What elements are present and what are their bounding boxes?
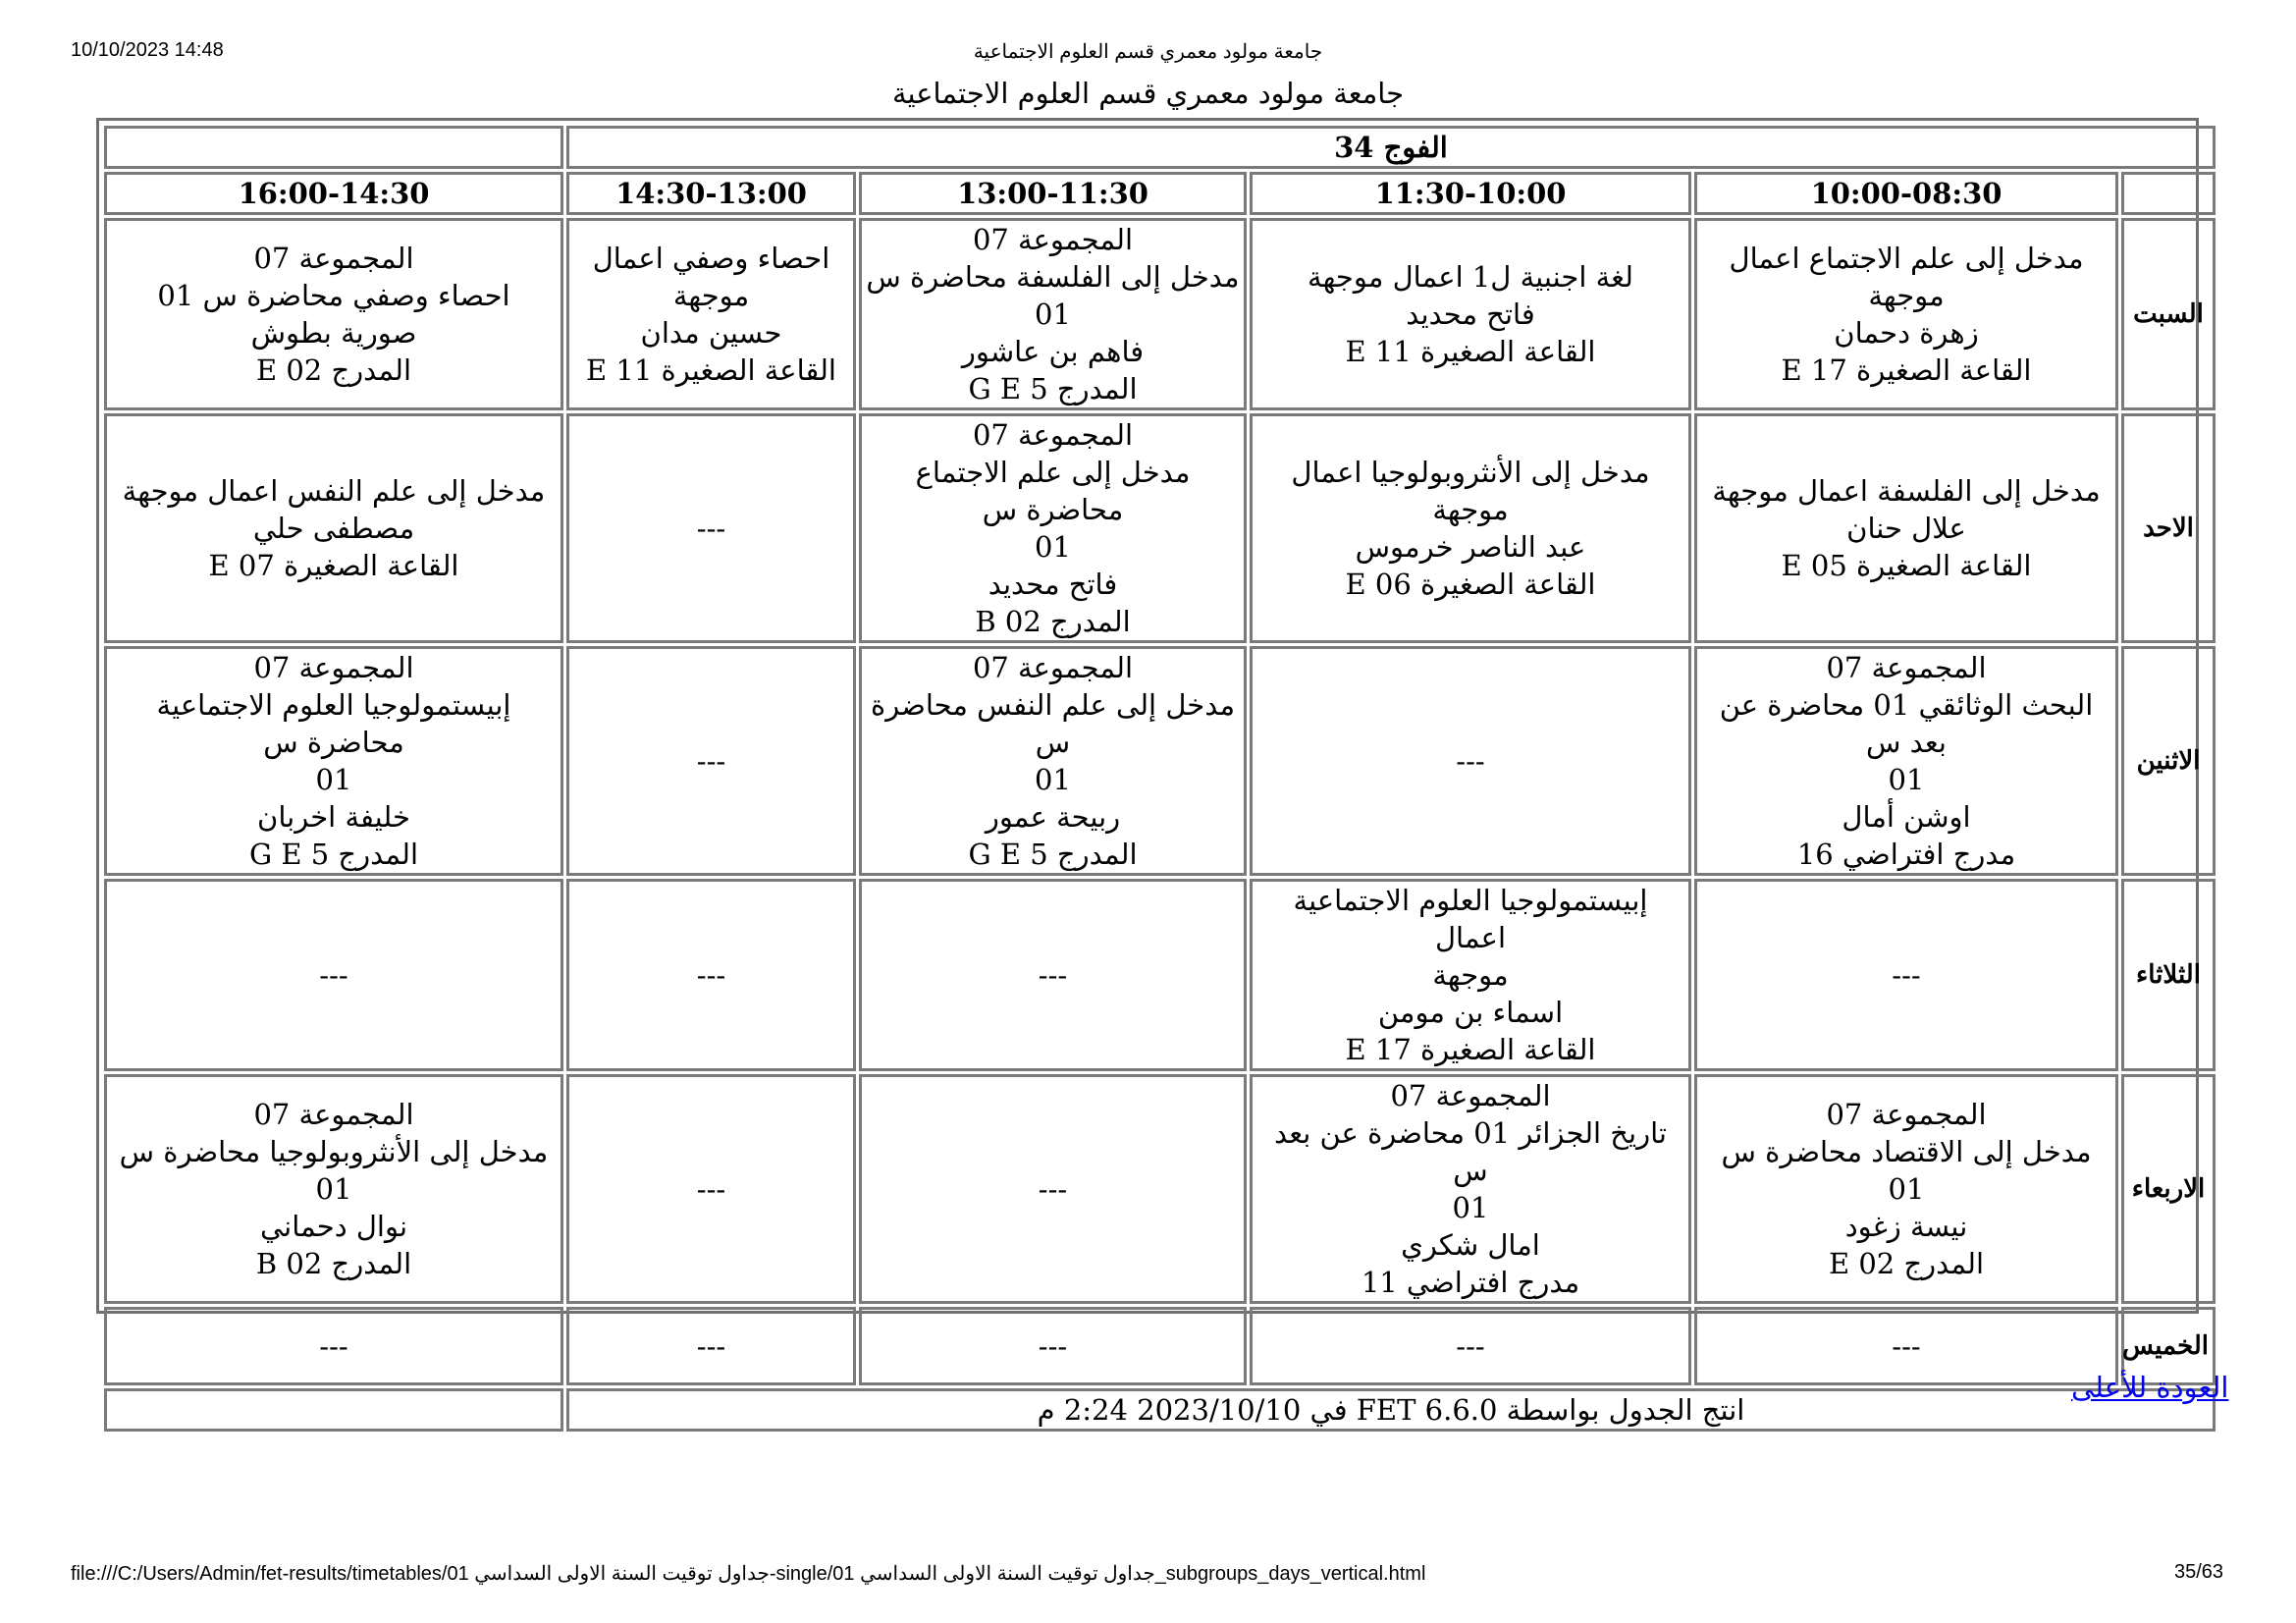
- cell-line: إبيستمولوجيا العلوم الاجتماعية محاضرة س: [156, 688, 511, 759]
- cell-line: فاتح محديد: [988, 568, 1118, 601]
- cell-line: المدرج 5 G E: [248, 838, 419, 871]
- time-header-row: [104, 172, 2216, 215]
- corner-cell: [104, 126, 563, 169]
- cell-line: ---: [696, 512, 726, 545]
- cell-line: نوال دحماني: [259, 1210, 408, 1243]
- cell-line: اوشن أمال: [1842, 800, 1971, 834]
- cell-line: مصطفى حلي: [252, 512, 415, 545]
- time-slot-header: 13:00-11:30: [859, 172, 1247, 215]
- timetable-cell: [859, 646, 1247, 876]
- cell-line: ---: [696, 958, 726, 992]
- timetable-cell: [1694, 879, 2118, 1071]
- cell-line: المجموعة 07: [1826, 1098, 1987, 1131]
- cell-line: مدخل إلى علم النفس محاضرة س: [871, 688, 1235, 759]
- timetable-cell: [1694, 218, 2118, 410]
- cell-line: مدخل إلى علم النفس اعمال موجهة: [122, 474, 546, 508]
- day-label: الثلاثاء: [2121, 879, 2216, 1071]
- cell-line: ---: [1456, 744, 1485, 778]
- day-label: السبت: [2121, 218, 2216, 410]
- timetable: [101, 123, 2218, 1434]
- timetable-cell: [566, 646, 856, 876]
- timetable-cell: [104, 879, 563, 1071]
- print-header-title: جامعة مولود معمري قسم العلوم الاجتماعية: [973, 41, 1323, 63]
- day-label: الاربعاء: [2121, 1074, 2216, 1304]
- cell-line: اسماء بن مومن: [1377, 996, 1564, 1029]
- corner-cell-2: [2121, 172, 2216, 215]
- cell-line: المدرج 5 G E: [968, 372, 1138, 406]
- cell-line: مدخل إلى الفلسفة محاضرة س 01: [866, 260, 1240, 331]
- cell-line: احصاء وصفي اعمال: [592, 242, 830, 275]
- day-label: الاحد: [2121, 413, 2216, 643]
- print-date: 10/10/2023 14:48: [71, 39, 224, 61]
- cell-line: القاعة الصغيرة 06 E: [1345, 568, 1596, 601]
- cell-line: ---: [1038, 1172, 1068, 1206]
- timetable-cell: [1694, 1307, 2118, 1385]
- timetable-cell: [104, 218, 563, 410]
- cell-line: ---: [319, 1329, 348, 1363]
- cell-line: المدرج 02 E: [1828, 1247, 1985, 1280]
- group-title: الفوج 34: [566, 126, 2216, 169]
- cell-line: مدخل إلى الفلسفة اعمال موجهة: [1712, 474, 2101, 508]
- timetable-cell: [104, 1307, 563, 1385]
- cell-line: ---: [1456, 1329, 1485, 1363]
- cell-line: نيسة زغود: [1844, 1210, 1968, 1243]
- timetable-cell: [1250, 646, 1691, 876]
- cell-line: مدخل إلى علم الاجتماع محاضرة س: [915, 456, 1191, 526]
- cell-line: القاعة الصغيرة 17 E: [1781, 353, 2032, 387]
- cell-line: مدخل إلى الأنثروبولوجيا اعمال موجهة: [1291, 456, 1650, 526]
- cell-line: مدرج افتراضي 16: [1796, 838, 2016, 871]
- back-to-top-link[interactable]: العودة للأعلى: [2071, 1371, 2229, 1404]
- timetable-cell: [1694, 646, 2118, 876]
- timetable-cell: [566, 218, 856, 410]
- cell-line: ---: [319, 958, 348, 992]
- print-page-number: 35/63: [2174, 1561, 2224, 1583]
- timetable-cell: [1694, 1074, 2118, 1304]
- timetable-cell: [1694, 413, 2118, 643]
- timetable-cell: [566, 879, 856, 1071]
- timetable-cell: [859, 218, 1247, 410]
- cell-line: مدخل إلى الأنثروبولوجيا محاضرة س 01: [119, 1135, 549, 1206]
- cell-line: 01: [1035, 530, 1071, 564]
- cell-line: المجموعة 07: [253, 651, 414, 684]
- cell-line: مدخل إلى الاقتصاد محاضرة س 01: [1721, 1135, 2092, 1206]
- cell-line: ربيحة عمور: [985, 800, 1121, 834]
- day-row: [104, 1074, 2216, 1304]
- cell-line: إبيستمولوجيا العلوم الاجتماعية اعمال: [1293, 884, 1648, 954]
- generated-by-note: انتج الجدول بواسطة FET 6.6.0 في 2023/10/10 2:24 م: [566, 1388, 2216, 1432]
- cell-line: المجموعة 07: [972, 418, 1134, 452]
- cell-line: المجموعة 07: [1826, 651, 1987, 684]
- cell-line: ---: [1892, 1329, 1921, 1363]
- timetable-body: [104, 218, 2216, 1385]
- cell-line: احصاء وصفي محاضرة س 01: [157, 279, 510, 312]
- day-label: الخميس: [2121, 1307, 2216, 1385]
- time-slot-header: 14:30-13:00: [566, 172, 856, 215]
- day-row: [104, 646, 2216, 876]
- cell-line: فاتح محديد: [1406, 298, 1535, 331]
- timetable-cell: [104, 1074, 563, 1304]
- cell-line: القاعة الصغيرة 11 E: [586, 353, 836, 387]
- cell-line: المدرج 02 B: [975, 605, 1131, 638]
- table-caption: جامعة مولود معمري قسم العلوم الاجتماعية: [891, 77, 1405, 110]
- timetable-cell: [1250, 413, 1691, 643]
- cell-line: 01: [1035, 763, 1071, 796]
- cell-line: علال حنان: [1846, 512, 1966, 545]
- cell-line: المجموعة 07: [972, 651, 1134, 684]
- print-file-path: file:///C:/Users/Admin/fet-results/timetables/01 جداول توقيت السنة الاولى السداسي-single/01 جداول توقيت السنة الاولى السداسي_subgroups_days_vertical.html: [71, 1563, 1426, 1585]
- cell-line: ---: [1038, 1329, 1068, 1363]
- cell-line: البحث الوثائقي 01 محاضرة عن بعد س: [1719, 688, 2094, 759]
- cell-line: خليفة اخربان: [257, 800, 410, 834]
- cell-line: ---: [1892, 958, 1921, 992]
- timetable-cell: [859, 413, 1247, 643]
- timetable-cell: [859, 1307, 1247, 1385]
- cell-line: تاريخ الجزائر 01 محاضرة عن بعد س: [1273, 1116, 1668, 1187]
- footer-corner-cell: [104, 1388, 563, 1432]
- time-slot-header: 11:30-10:00: [1250, 172, 1691, 215]
- cell-line: موجهة: [1432, 958, 1509, 992]
- cell-line: القاعة الصغيرة 07 E: [208, 549, 459, 582]
- timetable-cell: [1250, 218, 1691, 410]
- cell-line: المدرج 02 B: [255, 1247, 412, 1280]
- timetable-cell: [859, 879, 1247, 1071]
- cell-line: لغة اجنبية ل1 اعمال موجهة: [1308, 260, 1633, 294]
- time-slot-header: 16:00-14:30: [104, 172, 563, 215]
- cell-line: ---: [1038, 958, 1068, 992]
- cell-line: ---: [696, 1172, 726, 1206]
- timetable-cell: [566, 1307, 856, 1385]
- cell-line: المدرج 5 G E: [968, 838, 1138, 871]
- cell-line: امال شكري: [1401, 1228, 1540, 1262]
- cell-line: زهرة دحمان: [1834, 316, 1979, 350]
- cell-line: ---: [696, 744, 726, 778]
- cell-line: المجموعة 07: [972, 223, 1134, 256]
- cell-line: المدرج 02 E: [255, 353, 412, 387]
- cell-line: 01: [1452, 1191, 1489, 1224]
- cell-line: موجهة: [672, 279, 750, 312]
- cell-line: المجموعة 07: [1390, 1079, 1551, 1112]
- cell-line: المجموعة 07: [253, 1098, 414, 1131]
- time-slot-header: 10:00-08:30: [1694, 172, 2118, 215]
- cell-line: القاعة الصغيرة 05 E: [1781, 549, 2032, 582]
- timetable-cell: [1250, 879, 1691, 1071]
- cell-line: مدرج افتراضي 11: [1361, 1266, 1580, 1299]
- day-row: [104, 218, 2216, 410]
- day-label: الاثنين: [2121, 646, 2216, 876]
- cell-line: 01: [1888, 763, 1925, 796]
- cell-line: المجموعة 07: [253, 242, 414, 275]
- cell-line: ---: [696, 1329, 726, 1363]
- cell-line: مدخل إلى علم الاجتماع اعمال موجهة: [1729, 242, 2084, 312]
- cell-line: عبد الناصر خرموس: [1355, 530, 1586, 564]
- timetable-cell: [859, 1074, 1247, 1304]
- timetable-cell: [1250, 1307, 1691, 1385]
- day-row: [104, 413, 2216, 643]
- cell-line: صورية بطوش: [250, 316, 417, 350]
- cell-line: 01: [315, 763, 352, 796]
- cell-line: القاعة الصغيرة 17 E: [1345, 1033, 1596, 1066]
- day-row: [104, 1307, 2216, 1385]
- timetable-cell: [566, 1074, 856, 1304]
- cell-line: القاعة الصغيرة 11 E: [1345, 335, 1596, 368]
- day-row: [104, 879, 2216, 1071]
- cell-line: فاهم بن عاشور: [961, 335, 1145, 368]
- timetable-cell: [104, 413, 563, 643]
- timetable-cell: [566, 413, 856, 643]
- cell-line: حسين مدان: [640, 316, 782, 350]
- timetable-cell: [104, 646, 563, 876]
- timetable-cell: [1250, 1074, 1691, 1304]
